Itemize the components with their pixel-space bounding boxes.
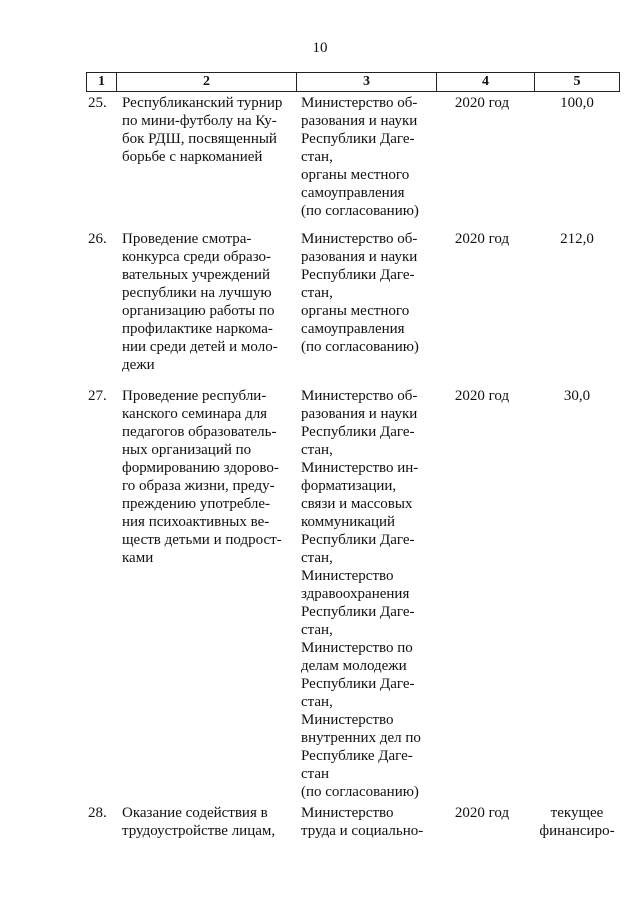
header-col-3: 3 [296,73,436,91]
responsible-organizations: Министерство об- разования и науки Республики Даге- стан, Министерство ин- форматизации, связи и массовых коммуникаций Республики Даге- стан, Министерство здравоохранения Республики Даге- стан, Министерство по делам молодежи Республики Даге- стан, Министерство внутренних дел по Республике Даге- стан (по согласованию) [301,388,421,800]
event-year: 2020 год [454,231,510,247]
event-year: 2020 год [454,388,510,404]
table-header [86,72,620,92]
header-col-1: 1 [86,73,116,91]
event-year: 2020 год [454,95,510,111]
header-col-2: 2 [116,73,296,91]
event-title: Проведение смотра- конкурса среди образо- вательных учреждений республики на лучшую организацию работы по профилактике наркома- нии среди детей и моло- дежи [122,231,278,373]
event-year: 2020 год [454,805,510,821]
event-title: Проведение республи- канского семинара для педагогов образователь- ных организаций по формированию здорово- го образа жизни, преду- преждению употребле- ния психоактивных ве- ществ детьми и подрост- ками [122,388,282,566]
header-col-4: 4 [436,73,534,91]
responsible-organizations: Министерство труда и социально- [301,805,424,839]
responsible-organizations: Министерство об- разования и науки Республики Даге- стан, органы местного самоуправления (по согласованию) [301,231,419,355]
funding-amount: 212,0 [560,231,594,247]
responsible-organizations: Министерство об- разования и науки Республики Даге- стан, органы местного самоуправления (по согласованию) [301,95,419,219]
row-number: 27. [88,388,107,404]
page-number: 10 [312,40,328,56]
funding-amount: текущее финансиро- [539,805,615,839]
row-number: 25. [88,95,107,111]
event-title: Оказание содействия в трудоустройстве лицам, [122,805,276,839]
event-title: Республиканский турнир по мини-футболу на Ку- бок РДШ, посвященный борьбе с наркоманией [122,95,283,165]
header-col-5: 5 [534,73,620,91]
row-number: 26. [88,231,107,247]
funding-amount: 100,0 [560,95,594,111]
row-number: 28. [88,805,107,821]
funding-amount: 30,0 [563,388,591,404]
